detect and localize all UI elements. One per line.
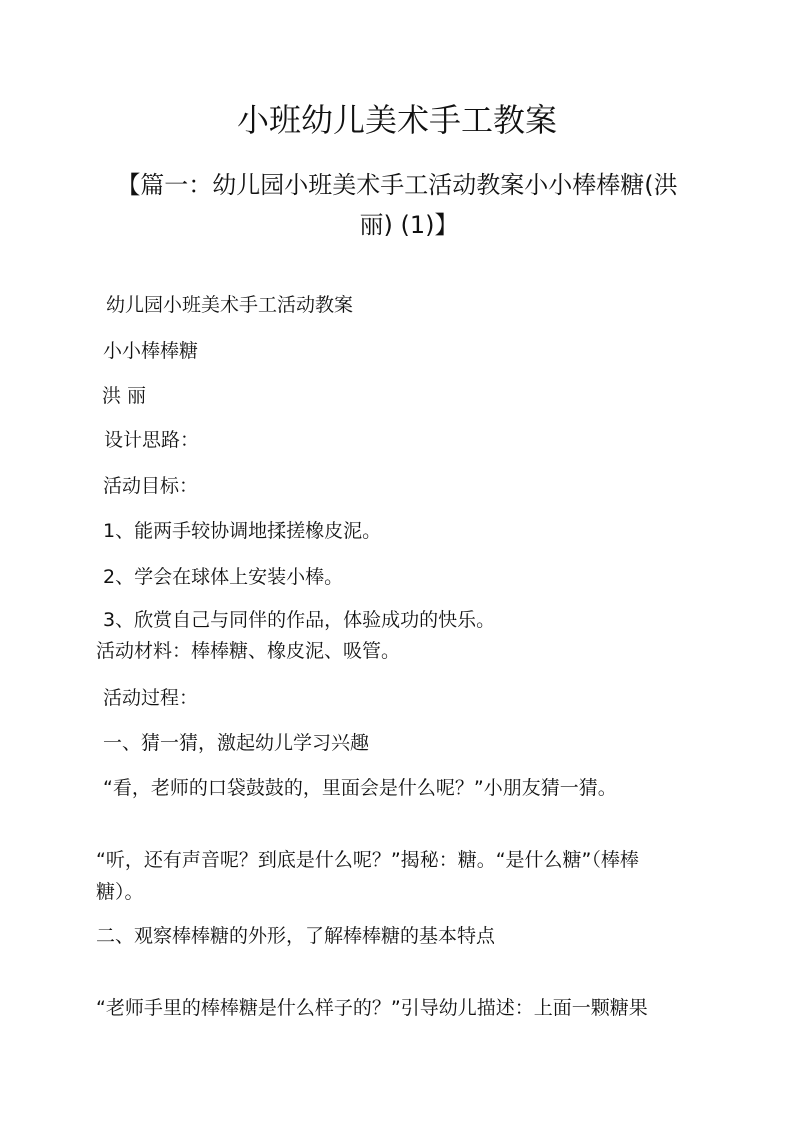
objective-2: 2、学会在球体上安装小棒。 — [103, 566, 344, 588]
lesson-heading: 幼儿园小班美术手工活动教案 — [106, 294, 354, 316]
objectives-label: 活动目标： — [103, 475, 199, 497]
lesson-name: 小小棒棒糖 — [103, 340, 199, 362]
objective-3: 3、欣赏自己与同伴的作品，体验成功的快乐。 — [103, 609, 496, 631]
step-1-dialogue-2-cont: 糖）。 — [96, 881, 144, 903]
step-1-dialogue-2: “听，还有声音呢？到底是什么呢？”揭秘：糖。“是什么糖”（棒棒 — [96, 849, 639, 871]
document-title: 小班幼儿美术手工教案 — [236, 101, 557, 139]
step-2-dialogue: “老师手里的棒棒糖是什么样子的？”引导幼儿描述：上面一颗糖果 — [96, 997, 648, 1019]
materials-line: 活动材料：棒棒糖、橡皮泥、吸管。 — [96, 640, 401, 662]
objective-1: 1、能两手较协调地揉搓橡皮泥。 — [103, 520, 382, 542]
subtitle-line-1: 【篇一：幼儿园小班美术手工活动教案小小棒棒糖(洪 — [116, 171, 678, 199]
subtitle-line-2: 丽) (1)】 — [359, 211, 459, 239]
step-1-heading: 一、猜一猜，激起幼儿学习兴趣 — [103, 732, 370, 754]
step-2-heading: 二、观察棒棒糖的外形，了解棒棒糖的基本特点 — [96, 925, 496, 947]
process-label: 活动过程： — [103, 687, 199, 709]
design-idea-label: 设计思路： — [104, 429, 200, 451]
author-name: 洪 丽 — [102, 385, 147, 407]
step-1-dialogue-1: “看，老师的口袋鼓鼓的，里面会是什么呢？”小朋友猜一猜。 — [103, 777, 617, 799]
